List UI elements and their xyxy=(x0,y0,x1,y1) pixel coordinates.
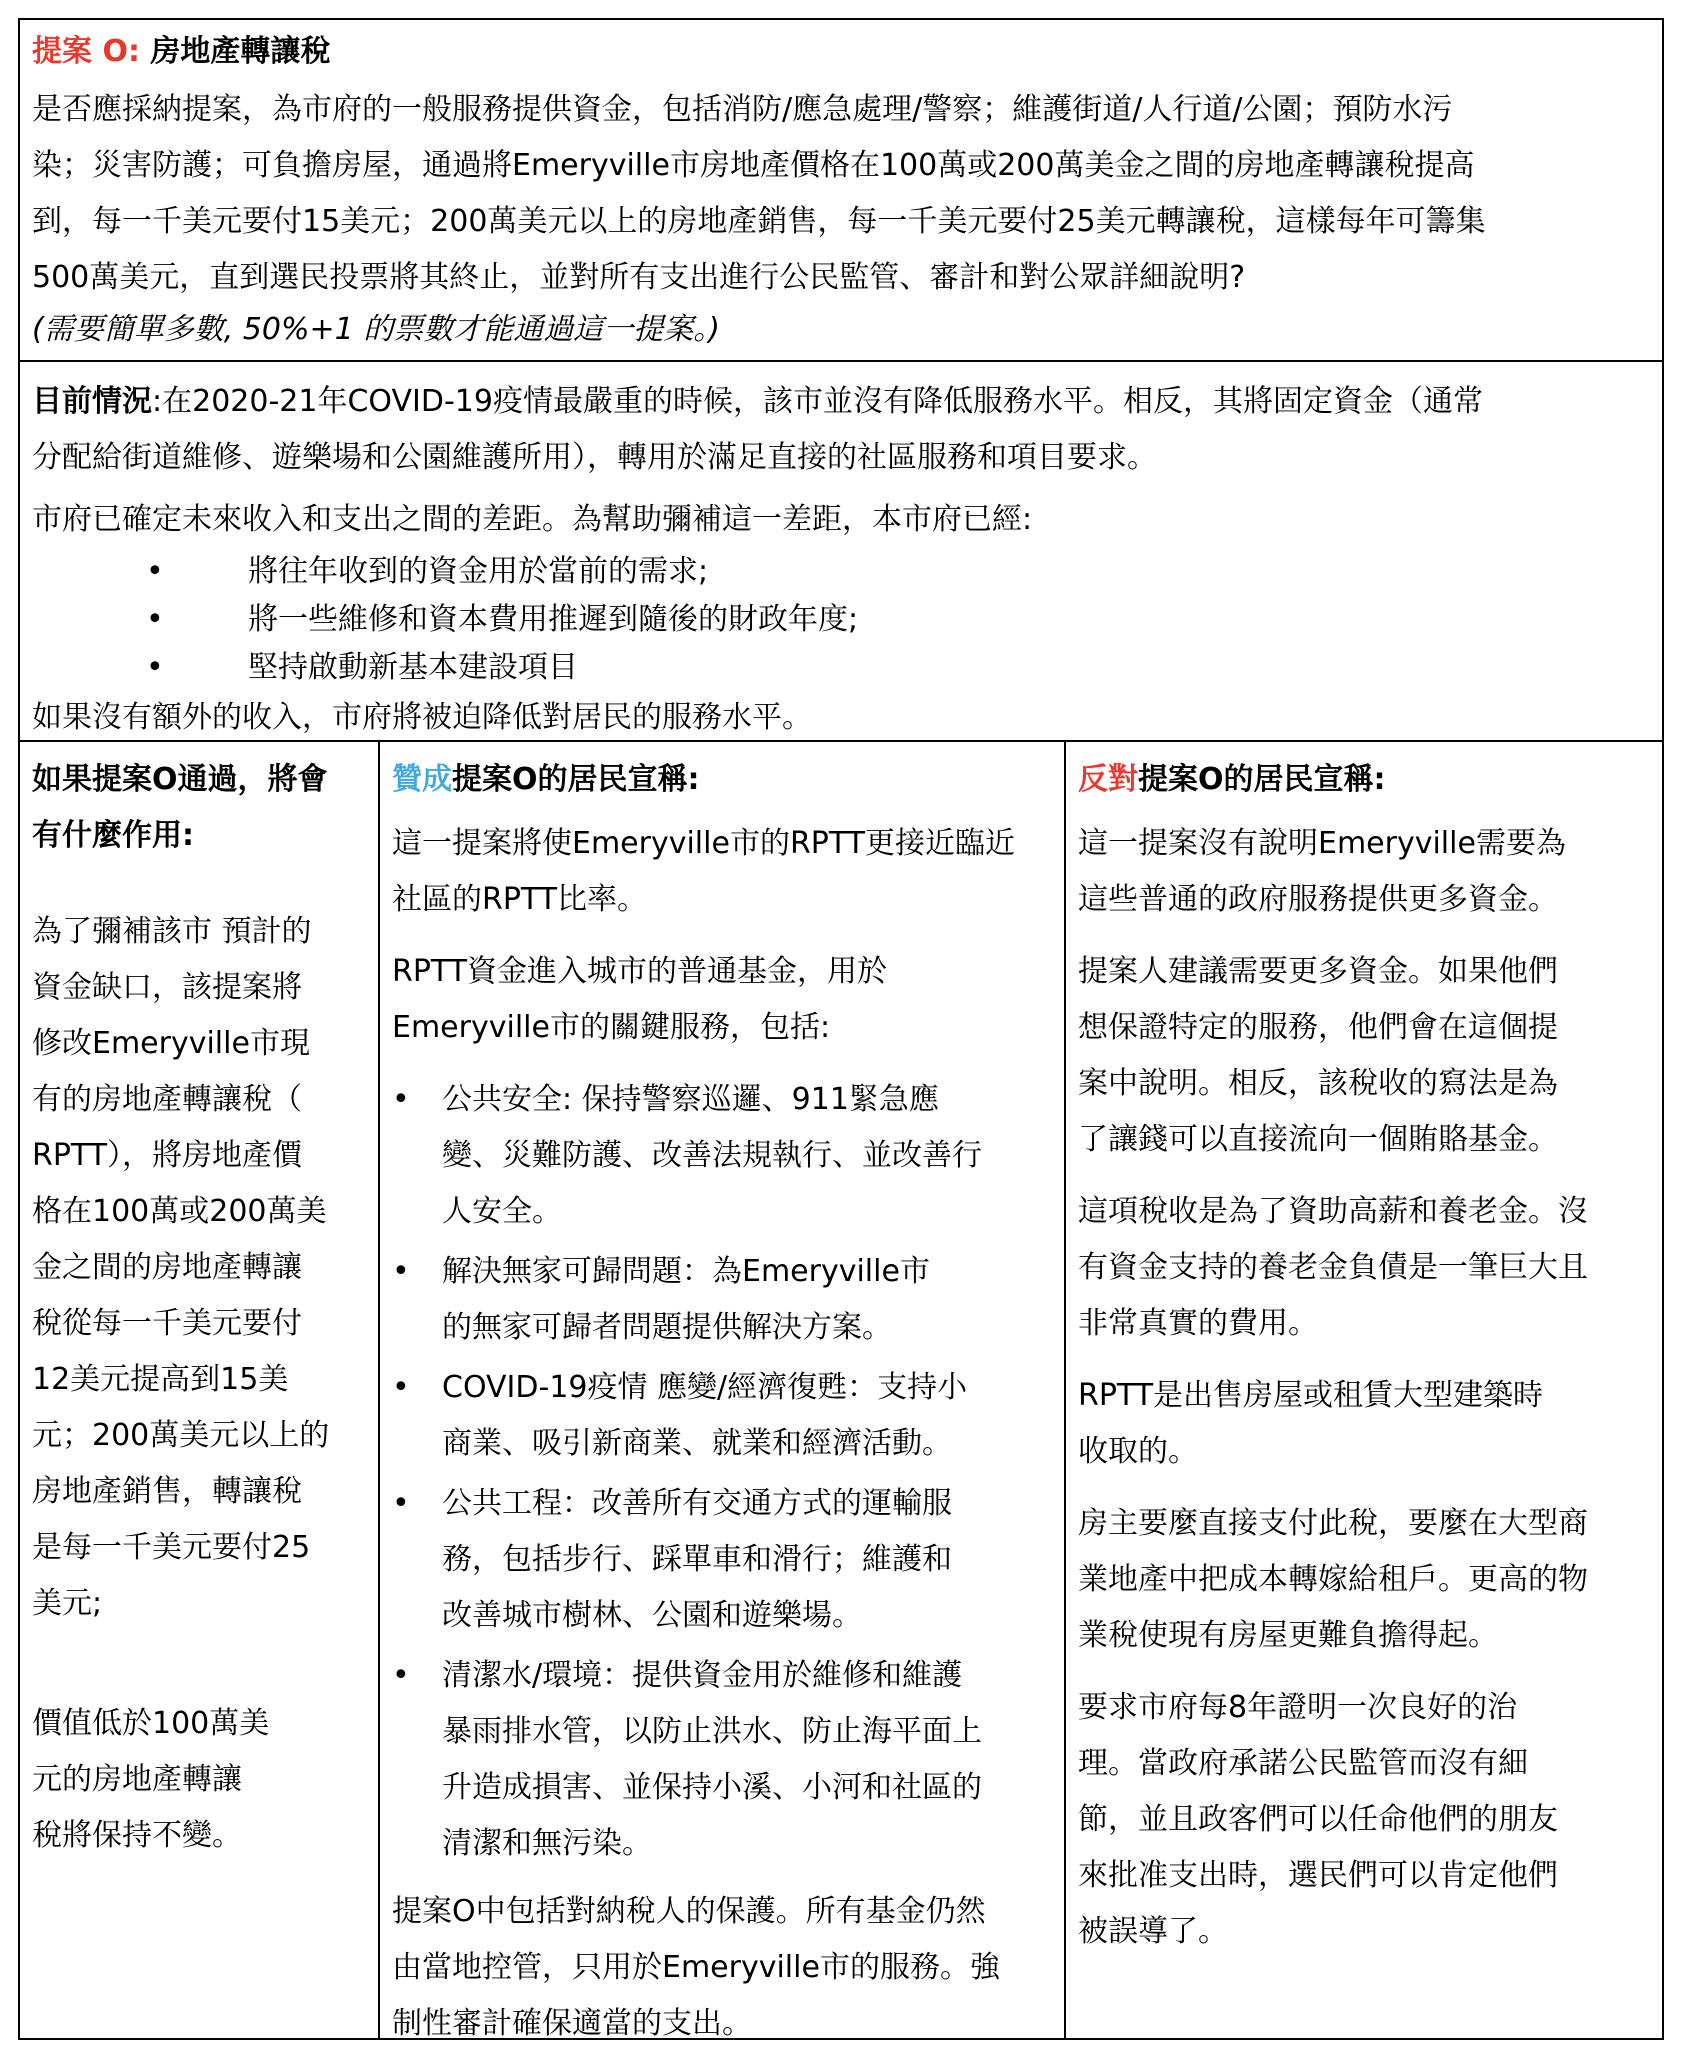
list-item-text: 將一些維修和資本費用推遲到隨後的財政年度; xyxy=(248,602,859,637)
bullet-icon: • xyxy=(392,1486,410,1521)
con-paragraph xyxy=(1078,1184,1652,1352)
effect-column xyxy=(20,742,380,2038)
text-line: 理。當政府承諾公民監管而沒有細 xyxy=(1078,1746,1528,1781)
majority-note: (需要簡單多數, 50%+1 的票數才能通過這一提案。) xyxy=(32,312,720,347)
text-line: 房主要麼直接支付此稅，要麼在大型商 xyxy=(1078,1506,1588,1541)
bullet-icon: • xyxy=(146,554,164,589)
text-line: 公共工程：改善所有交通方式的運輸服 xyxy=(442,1486,952,1521)
bullet-icon: • xyxy=(392,1658,410,1693)
proposal-section xyxy=(20,20,1662,362)
text-line: 稅從每一千美元要付 xyxy=(32,1306,302,1341)
list-item xyxy=(392,1244,1054,1356)
pro-paragraph xyxy=(392,1884,1054,2052)
proposal-question-line: 染；災害防護；可負擔房屋，通過將Emeryville市房地產價格在100萬或200萬美金之間的房地產轉讓稅提高 xyxy=(32,148,1475,183)
text-line: 解決無家可歸問題：為Emeryville市 xyxy=(442,1254,930,1289)
text-line: 非常真實的費用。 xyxy=(1078,1306,1318,1341)
text-line: 提案人建議需要更多資金。如果他們 xyxy=(1078,954,1558,989)
text-line: 社區的RPTT比率。 xyxy=(392,882,648,917)
con-paragraph xyxy=(1078,816,1652,928)
text-line: 價值低於100萬美 xyxy=(32,1706,270,1741)
pro-column xyxy=(380,742,1066,2041)
effect-paragraph xyxy=(32,904,368,1632)
bullet-icon: • xyxy=(146,650,164,685)
text-line: 為了彌補該市 預計的 xyxy=(32,914,312,949)
con-heading-label: 反對 xyxy=(1078,762,1138,797)
text-line: 暴雨排水管，以防止洪水、防止海平面上 xyxy=(442,1714,982,1749)
pro-paragraph xyxy=(392,944,1054,1056)
text-line: 這項稅收是為了資助高薪和養老金。沒 xyxy=(1078,1194,1588,1229)
current-situation-closing: 如果沒有額外的收入，市府將被迫降低對居民的服務水平。 xyxy=(32,700,812,735)
proposal-title-text: 房地產轉讓稅 xyxy=(139,34,331,69)
text-line: 12美元提高到15美 xyxy=(32,1362,289,1397)
text-line: 清潔水/環境：提供資金用於維修和維護 xyxy=(442,1658,963,1693)
con-paragraph xyxy=(1078,1496,1652,1664)
pro-services-list xyxy=(392,1072,1054,1872)
list-item xyxy=(32,596,1650,644)
list-item xyxy=(32,644,1650,692)
pro-heading-label: 贊成 xyxy=(392,762,452,797)
pro-heading xyxy=(392,752,1054,808)
list-item-text: 堅持啟動新基本建設項目 xyxy=(248,650,578,685)
text-line: 了讓錢可以直接流向一個賄賂基金。 xyxy=(1078,1122,1558,1157)
effect-heading-line: 有什麼作用: xyxy=(32,818,194,853)
text-line: 改善城市樹林、公園和遊樂場。 xyxy=(442,1598,862,1633)
con-heading-text: 提案O的居民宣稱: xyxy=(1138,762,1386,797)
text-line: 制性審計確保適當的支出。 xyxy=(392,2006,752,2041)
list-item xyxy=(392,1476,1054,1644)
pro-paragraph xyxy=(392,816,1054,928)
text-line: 收取的。 xyxy=(1078,1434,1198,1469)
ballot-document xyxy=(18,18,1664,2040)
text-line: 升造成損害、並保持小溪、小河和社區的 xyxy=(442,1770,982,1805)
text-line: 金之間的房地產轉讓 xyxy=(32,1250,302,1285)
arguments-table xyxy=(20,742,1662,2041)
text-line: 修改Emeryville市現 xyxy=(32,1026,310,1061)
effect-heading xyxy=(32,752,368,864)
text-line: 節，並且政客們可以任命他們的朋友 xyxy=(1078,1802,1558,1837)
proposal-title-label: 提案 O: xyxy=(32,34,140,69)
bullet-icon: • xyxy=(392,1254,410,1289)
list-item xyxy=(392,1072,1054,1240)
text-line: 有的房地產轉讓稅（ xyxy=(32,1082,302,1117)
bullet-icon: • xyxy=(392,1082,410,1117)
text-line: RPTT是出售房屋或租賃大型建築時 xyxy=(1078,1378,1544,1413)
con-paragraph xyxy=(1078,944,1652,1168)
text-line: 格在100萬或200萬美 xyxy=(32,1194,327,1229)
text-line: 商業、吸引新商業、就業和經濟活動。 xyxy=(442,1426,952,1461)
text-line: 由當地控管，只用於Emeryville市的服務。強 xyxy=(392,1950,1000,1985)
list-item xyxy=(392,1648,1054,1872)
text-line: 是每一千美元要付25 xyxy=(32,1530,311,1565)
pro-heading-text: 提案O的居民宣稱: xyxy=(452,762,700,797)
text-line: 資金缺口，該提案將 xyxy=(32,970,302,1005)
current-situation-section xyxy=(20,362,1662,742)
con-paragraph xyxy=(1078,1680,1652,1960)
effect-paragraph xyxy=(32,1696,368,1864)
gap-intro: 市府已確定未來收入和支出之間的差距。為幫助彌補這一差距，本市府已經: xyxy=(32,502,1033,537)
text-line: 這一提案將使Emeryville市的RPTT更接近臨近 xyxy=(392,826,1015,861)
text-line: 提案O中包括對納稅人的保護。所有基金仍然 xyxy=(392,1894,986,1929)
list-item xyxy=(392,1360,1054,1472)
text-line: RPTT），將房地產價 xyxy=(32,1138,303,1173)
text-line: 清潔和無污染。 xyxy=(442,1826,652,1861)
text-line: 房地產銷售，轉讓稅 xyxy=(32,1474,302,1509)
con-heading xyxy=(1078,752,1652,808)
text-line: 的無家可歸者問題提供解決方案。 xyxy=(442,1310,892,1345)
current-situation-label: 目前情況 xyxy=(32,384,152,419)
list-item-text: 將往年收到的資金用於當前的需求; xyxy=(248,554,709,589)
current-situation-line xyxy=(32,374,1650,430)
con-column xyxy=(1066,742,1662,2038)
text-line: 人安全。 xyxy=(442,1194,562,1229)
effect-heading-line: 如果提案O通過，將會 xyxy=(32,762,328,797)
proposal-question-line: 500萬美元，直到選民投票將其終止，並對所有支出進行公民監管、審計和對公眾詳細說明? xyxy=(32,260,1246,295)
text-line: 有資金支持的養老金負債是一筆巨大且 xyxy=(1078,1250,1588,1285)
text-line: 元；200萬美元以上的 xyxy=(32,1418,330,1453)
text-line: 這些普通的政府服務提供更多資金。 xyxy=(1078,882,1558,917)
text-line: 業稅使現有房屋更難負擔得起。 xyxy=(1078,1618,1498,1653)
text-line: COVID-19疫情 應變/經濟復甦：支持小 xyxy=(442,1370,968,1405)
proposal-question-line: 是否應採納提案，為市府的一般服務提供資金，包括消防/應急處理/警察；維護街道/人行道/公園；預防水污 xyxy=(32,92,1453,127)
bullet-icon: • xyxy=(146,602,164,637)
text-line: 美元; xyxy=(32,1586,103,1621)
text-line: 業地產中把成本轉嫁給租戶。更高的物 xyxy=(1078,1562,1588,1597)
text-line: 公共安全: 保持警察巡邏、911緊急應 xyxy=(442,1082,939,1117)
text-line: 元的房地產轉讓 xyxy=(32,1762,242,1797)
text-line: RPTT資金進入城市的普通基金，用於 xyxy=(392,954,888,989)
proposal-title xyxy=(32,32,1650,72)
gap-measures-list xyxy=(32,548,1650,692)
text-line: Emeryville市的關鍵服務，包括: xyxy=(392,1010,831,1045)
current-situation-line: 分配給街道維修、遊樂場和公園維護所用），轉用於滿足直接的社區服務和項目要求。 xyxy=(32,440,1157,475)
text-line: 想保證特定的服務，他們會在這個提 xyxy=(1078,1010,1558,1045)
list-item xyxy=(32,548,1650,596)
text-line: 要求市府每8年證明一次良好的治 xyxy=(1078,1690,1518,1725)
text-line: 務，包括步行、踩單車和滑行；維護和 xyxy=(442,1542,952,1577)
con-paragraph xyxy=(1078,1368,1652,1480)
text-line: 被誤導了。 xyxy=(1078,1914,1228,1949)
text-line: 案中說明。相反，該稅收的寫法是為 xyxy=(1078,1066,1558,1101)
text-line: 來批准支出時，選民們可以肯定他們 xyxy=(1078,1858,1558,1893)
text-line: 變、災難防護、改善法規執行、並改善行 xyxy=(442,1138,982,1173)
current-situation-text: :在2020-21年COVID-19疫情最嚴重的時候，該市並沒有降低服務水平。相反，其將固定資金（通常 xyxy=(152,384,1483,419)
proposal-question-line: 到，每一千美元要付15美元；200萬美元以上的房地產銷售，每一千美元要付25美元轉讓稅，這樣每年可籌集 xyxy=(32,204,1486,239)
bullet-icon: • xyxy=(392,1370,410,1405)
text-line: 這一提案沒有說明Emeryville需要為 xyxy=(1078,826,1566,861)
text-line: 稅將保持不變。 xyxy=(32,1818,242,1853)
